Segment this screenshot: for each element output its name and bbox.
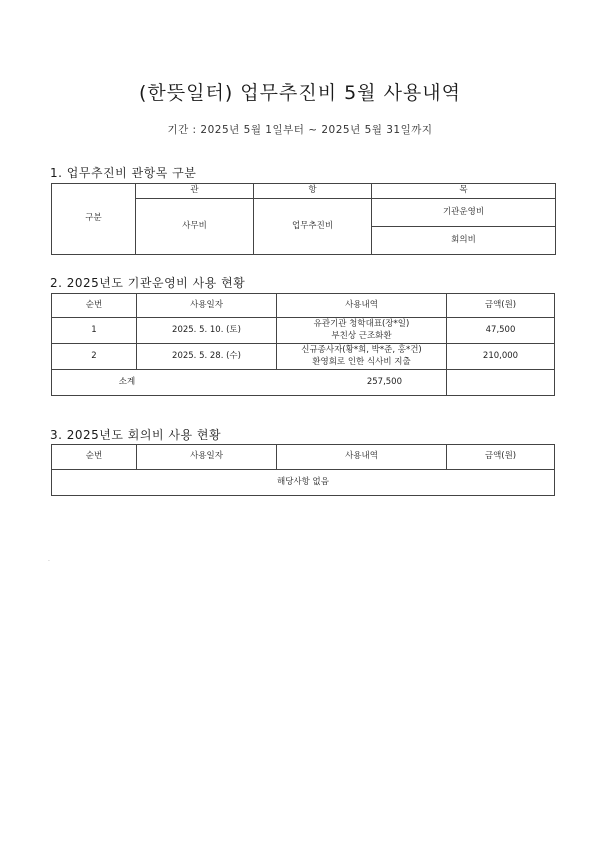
col-header-no: 순번: [52, 294, 137, 318]
cell-mok-2: 회의비: [372, 227, 556, 255]
col-header-amount: 금액(원): [447, 294, 555, 318]
subtotal-amount: 257,500: [366, 376, 402, 387]
header-hang: 항: [254, 184, 372, 199]
subtotal-label-text: 소계: [118, 376, 136, 387]
col-header-no: 순번: [52, 445, 137, 470]
cell-no: 2: [52, 344, 137, 370]
section3-heading: 3. 2025년도 회의비 사용 현황: [50, 428, 222, 442]
table-header-row: [52, 294, 555, 318]
col-header-amount: 금액(원): [447, 445, 555, 470]
cell-date: 2025. 5. 10. (토): [137, 318, 277, 344]
header-gwan: 관: [136, 184, 254, 199]
section1-heading: 1. 업무추진비 관항목 구분: [50, 166, 197, 180]
cell-detail: [277, 318, 447, 344]
header-mok: 목: [372, 184, 556, 199]
col-header-detail: 사용내역: [277, 445, 447, 470]
detail-line-1: 유관기관 청학대표(장*일): [313, 319, 410, 330]
cell-no: 1: [52, 318, 137, 344]
document-title: (한뜻일터) 업무추진비 5월 사용내역: [139, 82, 461, 104]
cell-hang: 업무추진비: [254, 199, 372, 255]
col-header-date: 사용일자: [137, 294, 277, 318]
subtotal-label: [52, 370, 447, 396]
cell-detail: [277, 344, 447, 370]
cell-date: 2025. 5. 28. (수): [137, 344, 277, 370]
stray-mark: .: [48, 556, 50, 563]
col-header-detail: 사용내역: [277, 294, 447, 318]
empty-row: [52, 470, 555, 496]
detail-line-2: 환영회로 인한 식사비 지출: [312, 356, 411, 367]
cell-amount: 47,500: [447, 318, 555, 344]
section1-table: [51, 183, 556, 255]
detail-line-2: 부친상 근조화환: [331, 330, 392, 341]
empty-text: 해당사항 없음: [52, 470, 555, 496]
section2-heading: 2. 2025년도 기관운영비 사용 현황: [50, 276, 246, 290]
section2-table: [51, 293, 555, 396]
row-label-category: 구분: [52, 184, 136, 255]
period-text: 기간 : 2025년 5월 1일부터 ~ 2025년 5월 31일까지: [167, 124, 433, 136]
table-row: [52, 318, 555, 344]
cell-gwan: 사무비: [136, 199, 254, 255]
table-header-row: [52, 445, 555, 470]
section3-table: [51, 444, 555, 496]
cell-mok-1: 기관운영비: [372, 199, 556, 227]
subtotal-row: [52, 370, 555, 396]
col-header-date: 사용일자: [137, 445, 277, 470]
cell-amount: 210,000: [447, 344, 555, 370]
detail-line-1: 신규종사자(황*희, 박*준, 홍*건): [301, 345, 422, 356]
subtotal-empty-cell: [447, 370, 555, 396]
table-row: [52, 344, 555, 370]
